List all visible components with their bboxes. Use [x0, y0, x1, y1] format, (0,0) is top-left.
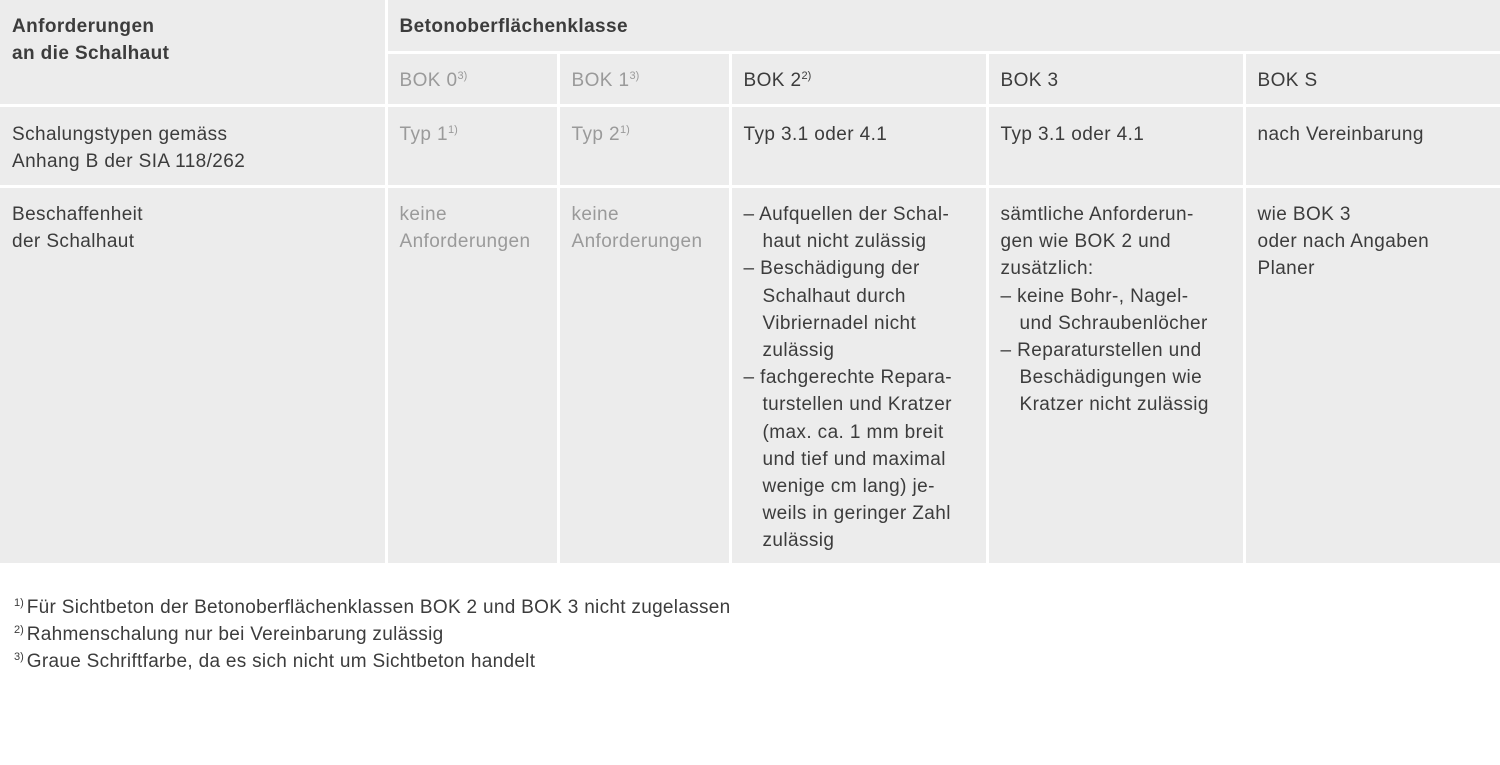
dash-bullet: – [743, 258, 755, 280]
bullet-item: – Reparaturstellen und Beschädigungen wie Kratzer nicht zulässig [1000, 340, 1209, 416]
bullet-item: – keine Bohr-, Nagel- und Schraubenlöcher [1000, 285, 1208, 334]
dash-bullet: – [1000, 285, 1012, 307]
table-row [0, 187, 1500, 565]
class-label-boks: BOK S [1257, 70, 1318, 91]
cell-text: keine [571, 204, 619, 225]
class-label-bok1: BOK 1 [571, 70, 630, 91]
cell-text: Planer [1257, 258, 1315, 280]
row-label-line: Beschaffenheit [12, 204, 143, 225]
footnote-mark: 1) [14, 597, 24, 609]
types-boks [1244, 106, 1500, 187]
cell-text: Typ 3.1 oder 4.1 [1000, 124, 1145, 145]
types-bok0 [386, 106, 558, 187]
requirements-header-line-2: an die Schalhaut [12, 43, 170, 65]
quality-bok3 [987, 187, 1244, 565]
footnote-1 [14, 594, 731, 621]
quality-bok2 [730, 187, 987, 565]
cell-text: Typ 3.1 oder 4.1 [743, 124, 888, 145]
quality-bok1 [558, 187, 730, 565]
footnote-text: Rahmenschalung nur bei Vereinbarung zulässig [26, 624, 444, 646]
class-label-bok0: BOK 0 [399, 70, 458, 91]
footnote-text: Graue Schriftfarbe, da es sich nicht um Sichtbeton handelt [26, 651, 536, 673]
row-label-line: Schalungstypen gemäss [12, 124, 228, 145]
cell-text: Anforderungen [571, 231, 703, 253]
dash-bullet: – [743, 204, 755, 225]
cell-text: zusätzlich: [1000, 258, 1094, 280]
row-label-quality [0, 187, 386, 565]
requirements-header-line-1: Anforderungen [12, 16, 155, 37]
footnote-mark: 2) [14, 624, 24, 637]
footnote-mark: 3) [14, 651, 24, 664]
bullet-item: – fachgerechte Repara- turstellen und Kratzer (max. ca. 1 mm breit und tief und maximal wenige cm lang) je- weils in geringer Zahl zulässig [743, 367, 952, 552]
cell-text: keine [399, 204, 447, 225]
cell-text: Typ 1 [399, 124, 448, 145]
cell-text: sämtliche Anforderun- [1000, 204, 1194, 225]
dash-bullet: – [743, 367, 755, 389]
footnotes [14, 594, 731, 676]
class-header-boks [1244, 53, 1500, 106]
row-label-types [0, 106, 386, 187]
footnote-ref: 1) [447, 124, 458, 136]
cell-text: nach Vereinbarung [1257, 124, 1424, 145]
types-bok1 [558, 106, 730, 187]
cell-text: Anforderungen [399, 231, 531, 253]
cell-text: Typ 2 [571, 124, 620, 145]
row-label-line: Anhang B der SIA 118/262 [12, 151, 246, 173]
cell-text: wie BOK 3 [1257, 204, 1351, 225]
class-header-bok3 [987, 53, 1244, 106]
class-label-bok3: BOK 3 [1000, 70, 1059, 91]
types-bok2 [730, 106, 987, 187]
class-group-title: Betonoberflächenklasse [399, 16, 628, 37]
class-header-bok0 [386, 53, 558, 106]
quality-bok0 [386, 187, 558, 565]
class-label-bok2: BOK 2 [743, 70, 802, 91]
footnote-ref: 2) [801, 70, 812, 82]
cell-text: gen wie BOK 2 und [1000, 231, 1172, 253]
footnote-ref: 3) [457, 70, 468, 82]
footnote-3 [14, 648, 731, 675]
bullet-item: – Beschädigung der Schalhaut durch Vibriernadel nicht zulässig [743, 258, 920, 362]
footnote-ref: 1) [619, 124, 630, 136]
bullet-item: – Aufquellen der Schal- haut nicht zulässig [743, 204, 950, 253]
class-header-bok2 [730, 53, 987, 106]
types-bok3 [987, 106, 1244, 187]
class-header-bok1 [558, 53, 730, 106]
quality-boks [1244, 187, 1500, 565]
footnote-text: Für Sichtbeton der Betonoberflächenklassen BOK 2 und BOK 3 nicht zugelassen [26, 597, 731, 618]
class-group-header [386, 0, 1500, 53]
dash-bullet: – [1000, 340, 1012, 362]
cell-text: oder nach Angaben [1257, 231, 1430, 253]
footnote-2 [14, 621, 731, 648]
row-label-line: der Schalhaut [12, 231, 135, 253]
footnote-ref: 3) [629, 70, 640, 82]
table-row [0, 106, 1500, 187]
requirements-header-cell [0, 0, 386, 106]
